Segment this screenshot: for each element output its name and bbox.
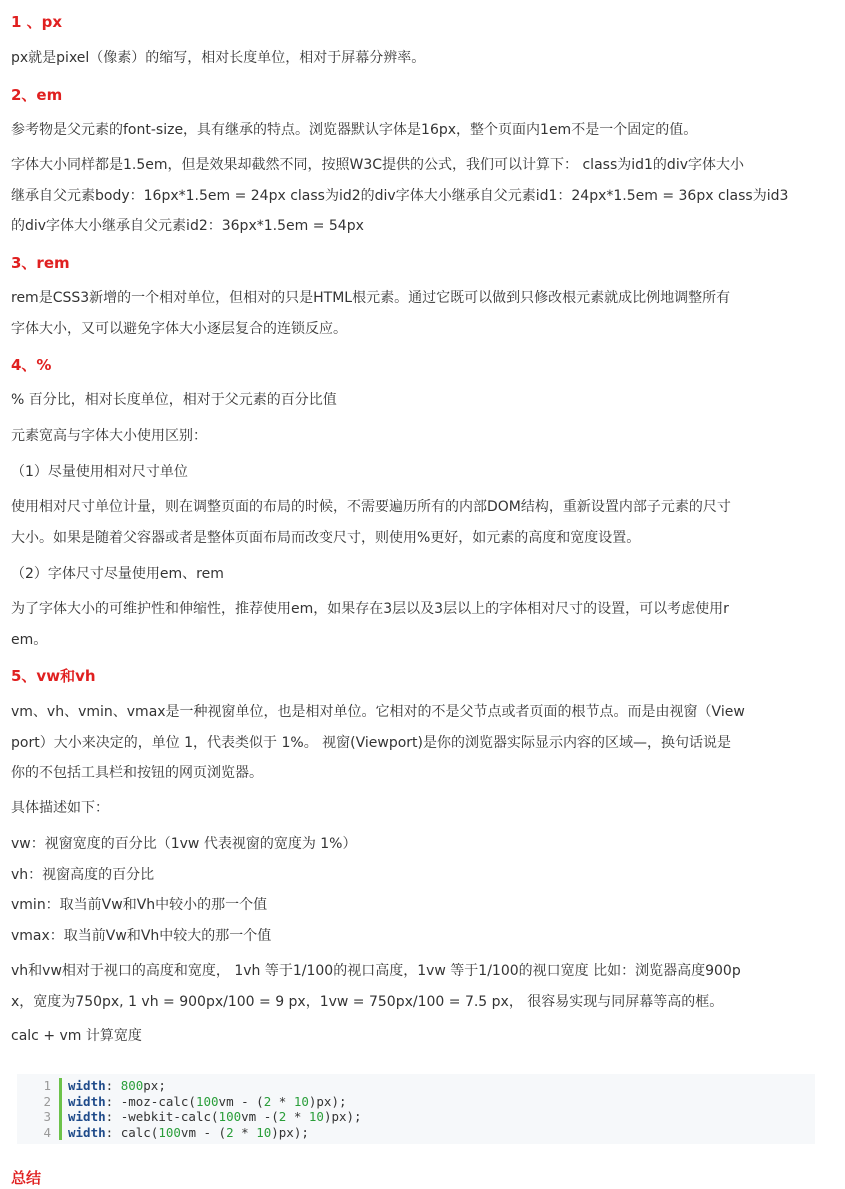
code-number: 100	[195, 1093, 219, 1109]
text-line: x，宽度为750px, 1 vh = 900px/100 = 9 px，1vw = 750px/100 = 7.5 px， 很容易实现与同屏幕等高的框。	[11, 993, 724, 1010]
code-line: width: calc(100vm - (2 * 10)px);	[68, 1124, 309, 1140]
definition-vmax: vmax：取当前Vw和Vh中较大的那一个值	[11, 927, 272, 944]
definition-list	[11, 829, 831, 951]
code-token: vm - (	[218, 1093, 264, 1109]
paragraph-relative-units	[11, 492, 831, 553]
code-number: 2	[278, 1109, 287, 1124]
paragraph-em-reference: 参考物是父元素的font-size，具有继承的特点。浏览器默认字体是16px，整个页面内1em不是一个固定的值。	[11, 122, 698, 138]
paragraph-px-definition: px就是pixel（像素）的缩写，相对长度单位，相对于屏幕分辨率。	[11, 50, 426, 66]
code-block	[17, 1074, 815, 1144]
code-lines	[68, 1078, 362, 1140]
text-line: 的div字体大小继承自父元素id2：36px*1.5em = 54px	[11, 218, 364, 234]
code-token: calc(	[120, 1124, 159, 1140]
paragraph-percent-definition: % 百分比，相对长度单位，相对于父元素的百分比值	[11, 392, 337, 408]
text-line: 大小。如果是随着父容器或者是整体页面布局而改变尺寸，则使用%更好，如元素的高度和宽度设置。	[11, 529, 641, 546]
text-line: vm、vh、vmin、vmax是一种视窗单位，也是相对单位。它相对的不是父节点或者页面的根节点。而是由视窗（View	[11, 704, 745, 720]
text-line: 字体大小同样都是1.5em，但是效果却截然不同，按照W3C提供的公式，我们可以计算下： class为id1的div字体大小	[11, 157, 744, 173]
code-keyword: width	[68, 1078, 106, 1093]
paragraph-em-example	[11, 150, 831, 242]
code-line: width: -moz-calc(100vm - (2 * 10)px);	[68, 1093, 347, 1109]
code-number: 10	[308, 1109, 324, 1124]
code-keyword: width	[68, 1109, 106, 1124]
code-number: 2	[226, 1124, 234, 1140]
code-number: 10	[256, 1124, 272, 1140]
code-token: *	[271, 1093, 294, 1109]
code-token: px;	[143, 1078, 166, 1093]
line-number: 2	[43, 1093, 51, 1109]
heading-px: 1 、px	[11, 13, 63, 31]
text-line: vh和vw相对于视口的高度和宽度， 1vh 等于1/100的视口高度，1vw 等于1/100的视口宽度 比如：浏览器高度900p	[11, 963, 741, 979]
text-line: 为了字体大小的可维护性和伸缩性，推荐使用em，如果存在3层以及3层以上的字体相对尺寸的设置，可以考虑使用r	[11, 601, 729, 617]
line-number: 1	[43, 1078, 51, 1093]
paragraph-description-intro: 具体描述如下：	[11, 800, 109, 816]
code-token: )px);	[323, 1109, 362, 1124]
code-number: 800	[120, 1078, 144, 1093]
line-number: 4	[43, 1124, 51, 1140]
code-token: vm -(	[241, 1109, 279, 1124]
heading-percent: 4、%	[11, 356, 52, 374]
code-token: )px);	[271, 1124, 309, 1140]
text-line: 字体大小，又可以避免字体大小逐层复合的连锁反应。	[11, 320, 347, 337]
code-line: width: 800px;	[68, 1078, 166, 1093]
paragraph-usage-difference: 元素宽高与字体大小使用区别：	[11, 428, 207, 444]
code-token: -moz-calc(	[120, 1093, 196, 1109]
heading-em: 2、em	[11, 86, 63, 104]
paragraph-tip-2: （2）字体尺寸尽量使用em、rem	[11, 566, 224, 582]
code-line: width: -webkit-calc(100vm -(2 * 10)px);	[68, 1109, 362, 1124]
code-token: vm - (	[180, 1124, 227, 1140]
code-gutter	[17, 1078, 62, 1140]
definition-vw: vw：视窗宽度的百分比（1vw 代表视窗的宽度为 1%）	[11, 836, 357, 852]
text-line: 你的不包括工具栏和按钮的网页浏览器。	[11, 765, 263, 781]
code-token: *	[286, 1109, 309, 1124]
text-line: 继承自父元素body：16px*1.5em = 24px class为id2的div字体大小继承自父元素id1：24px*1.5em = 36px class为id3	[11, 187, 789, 204]
text-line: 使用相对尺寸单位计量，则在调整页面的布局的时候，不需要遍历所有的内部DOM结构，重新设置内部子元素的尺寸	[11, 499, 731, 515]
paragraph-rem-definition	[11, 283, 831, 344]
code-number: 2	[263, 1093, 272, 1109]
code-number: 100	[158, 1124, 181, 1140]
code-token: )px);	[308, 1093, 347, 1109]
definition-vmin: vmin：取当前Vw和Vh中较小的那一个值	[11, 897, 268, 913]
heading-summary: 总结	[11, 1169, 42, 1187]
paragraph-viewport-units	[11, 697, 831, 789]
heading-vw-vh: 5、vw和vh	[11, 667, 96, 685]
definition-vh: vh：视窗高度的百分比	[11, 866, 155, 883]
code-token: -webkit-calc(	[120, 1109, 219, 1124]
code-keyword: width	[68, 1093, 106, 1109]
paragraph-font-size-advice	[11, 594, 831, 655]
text-line: port）大小来决定的，单位 1，代表类似于 1%。 视窗(Viewport)是你的浏览器实际显示内容的区域—，换句话说是	[11, 734, 732, 751]
code-token: *	[233, 1124, 257, 1140]
paragraph-vh-vw-example	[11, 956, 831, 1017]
paragraph-tip-1: （1）尽量使用相对尺寸单位	[11, 464, 188, 480]
line-number: 3	[43, 1109, 51, 1124]
code-number: 10	[293, 1093, 309, 1109]
paragraph-calc-intro: calc + vm 计算宽度	[11, 1028, 142, 1044]
code-number: 100	[218, 1109, 242, 1124]
text-line: em。	[11, 631, 48, 648]
code-keyword: width	[68, 1124, 106, 1140]
text-line: rem是CSS3新增的一个相对单位，但相对的只是HTML根元素。通过它既可以做到只修改根元素就成比例地调整所有	[11, 290, 731, 306]
heading-rem: 3、rem	[11, 254, 70, 272]
